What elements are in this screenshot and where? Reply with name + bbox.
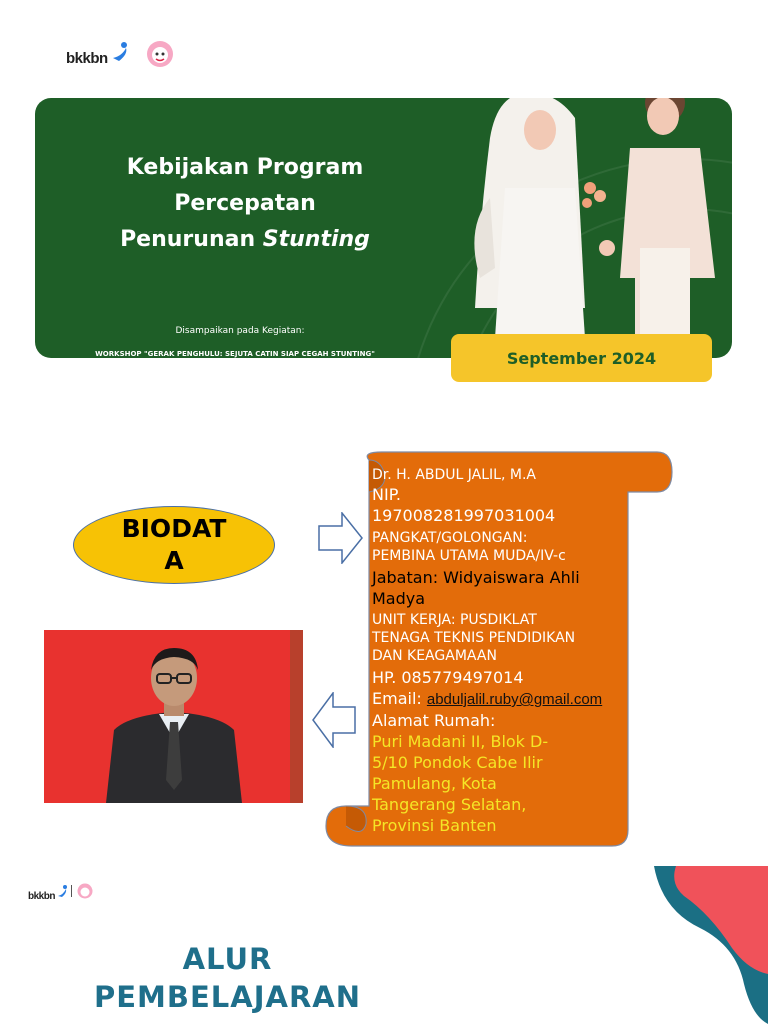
genre-mascot-icon (77, 883, 93, 899)
section-title (70, 940, 385, 1016)
title-line-prefix: Penurunan (120, 227, 263, 252)
address-label: Alamat Rumah: (372, 711, 496, 730)
date-badge: September 2024 (451, 334, 712, 382)
bkkbn-mark-icon (56, 884, 68, 898)
address-line: Provinsi Banten (372, 816, 497, 835)
nip-value: 197008281997031004 (372, 506, 556, 525)
profile-photo (44, 630, 303, 803)
person-portrait-icon (44, 630, 303, 803)
rank-label: PANGKAT/GOLONGAN: (372, 530, 528, 546)
address-line: Puri Madani II, Blok D- (372, 732, 549, 751)
address-line: Tangerang Selatan, (372, 795, 527, 814)
biodata-details (372, 466, 628, 836)
unit-line: TENAGA TEKNIS PENDIDIKAN (372, 630, 576, 646)
bkkbn-logo-text: bkkbn (66, 50, 108, 67)
workshop-title: WORKSHOP "GERAK PENGHULU: SEJUTA CATIN SIAP CEGAH STUNTING" (95, 350, 375, 358)
title-line (95, 222, 395, 258)
genre-mascot-icon (146, 40, 174, 68)
address-line: 5/10 Pondok Cabe Ilir (372, 753, 543, 772)
email-link[interactable]: abduljalil.ruby@gmail.com (426, 691, 603, 708)
biodata-label (73, 506, 275, 584)
rank-value: PEMBINA UTAMA MUDA/IV-c (372, 548, 566, 564)
presented-at-text: Disampaikan pada Kegiatan: (175, 326, 305, 336)
bkkbn-mark-icon (110, 40, 130, 62)
phone-text: HP. 085779497014 (372, 668, 524, 687)
unit-line: DAN KEAGAMAAN (372, 648, 497, 664)
unit-line: UNIT KERJA: PUSDIKLAT (372, 612, 537, 628)
email-label: Email: (372, 689, 427, 708)
email-row (372, 688, 628, 710)
title-banner (35, 98, 732, 358)
section-title-line: ALUR (182, 942, 273, 976)
bkkbn-logo (62, 38, 182, 74)
position-text: Jabatan: Widyaiswara Ahli Madya (372, 568, 580, 608)
bkkbn-logo-small (28, 884, 55, 903)
name-text: Dr. H. ABDUL JALIL, M.A (372, 467, 536, 483)
section-title-line: PEMBELAJARAN (93, 980, 362, 1014)
biodata-line: BIODAT (121, 514, 227, 543)
title-stunting-word: Stunting (262, 227, 370, 252)
wedding-couple-illustration (435, 98, 725, 358)
nip-label: NIP. (372, 485, 401, 504)
bkkbn-logo-text: bkkbn (28, 891, 55, 902)
corner-decoration (640, 866, 768, 1024)
slide-title (95, 150, 395, 258)
address-line: Pamulang, Kota (372, 774, 497, 793)
title-line: Kebijakan Program (126, 155, 364, 180)
title-line: Percepatan (174, 191, 316, 216)
biodata-line: A (164, 546, 184, 575)
logo-divider (71, 885, 72, 897)
